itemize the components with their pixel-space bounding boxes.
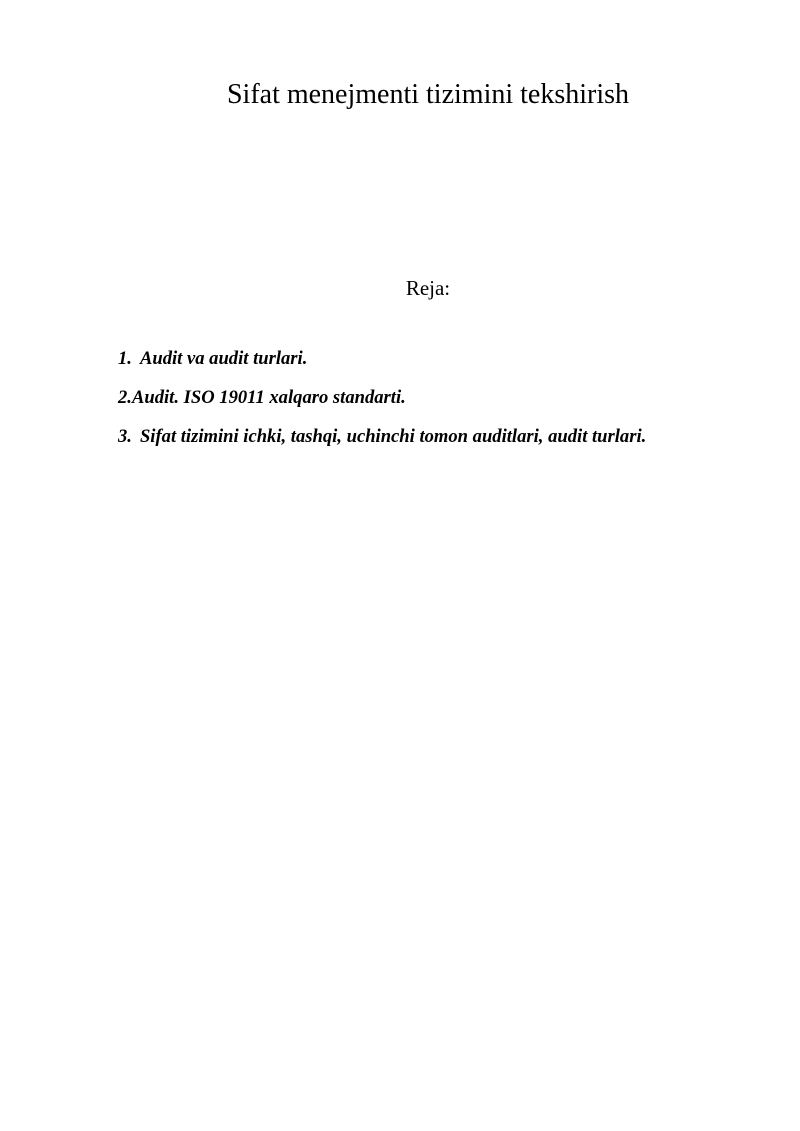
document-title: Sifat menejmenti tizimini tekshirish (226, 79, 630, 110)
plan-item-text: Audit. ISO 19011 xalqaro standarti. (131, 387, 406, 408)
plan-item (118, 423, 646, 451)
plan-item (118, 345, 646, 373)
plan-item-text: Sifat tizimini ichki, tashqi, uchinchi tomon auditlari, audit turlari. (139, 426, 647, 447)
plan-item-number: 2. (118, 387, 132, 408)
plan-heading: Reja: (405, 276, 451, 300)
plan-item-number: 3. (118, 426, 132, 447)
plan-item-number: 1. (118, 348, 132, 369)
plan-item (118, 384, 646, 412)
plan-list (118, 345, 646, 462)
plan-item-text: Audit va audit turlari. (139, 348, 308, 369)
